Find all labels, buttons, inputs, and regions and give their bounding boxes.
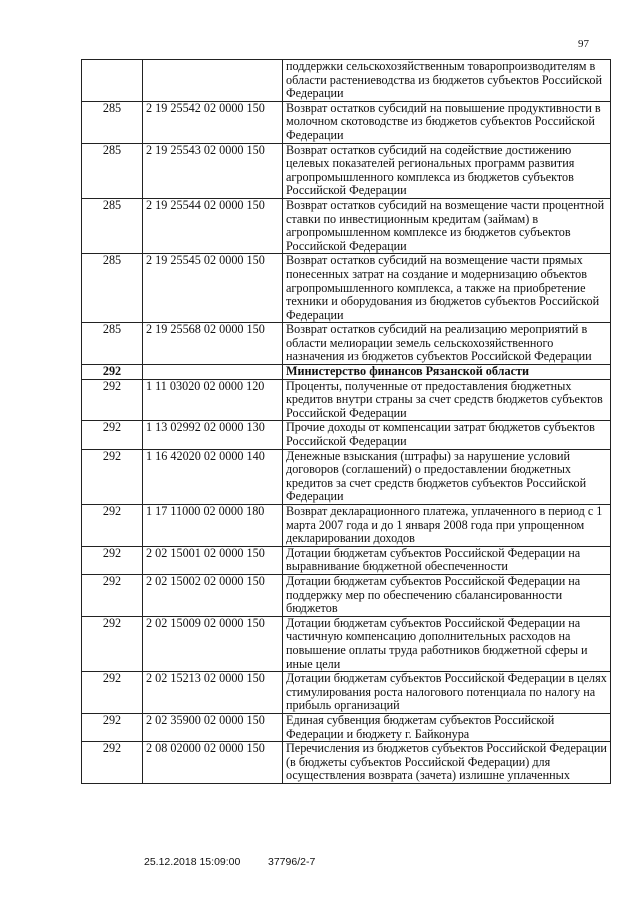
revenue-code-cell: 2 02 15001 02 0000 150 bbox=[143, 546, 283, 574]
footer-doc-id: 37796/2-7 bbox=[268, 856, 316, 868]
table-row bbox=[82, 574, 611, 616]
admin-code-cell: 292 bbox=[82, 616, 143, 671]
admin-code-cell: 292 bbox=[82, 379, 143, 421]
admin-code-cell: 285 bbox=[82, 101, 143, 143]
revenue-code-cell: 2 19 25542 02 0000 150 bbox=[143, 101, 283, 143]
revenue-name-cell: Проценты, полученные от предоставления бюджетных кредитов внутри страны за счет средств бюджетов субъектов Российской Федерации bbox=[283, 379, 611, 421]
table-row bbox=[82, 60, 611, 102]
admin-code-cell: 292 bbox=[82, 574, 143, 616]
table-row bbox=[82, 742, 611, 784]
table-row bbox=[82, 616, 611, 671]
table-row bbox=[82, 449, 611, 504]
revenue-name-cell: Возврат остатков субсидий на содействие достижению целевых показателей региональных программ развития агропромышленного комплекса из бюджетов субъектов Российской Федерации bbox=[283, 143, 611, 198]
revenue-name-cell: Дотации бюджетам субъектов Российской Федерации в целях стимулирования роста налогового потенциала по налогу на прибыль организаций bbox=[283, 672, 611, 714]
admin-code-cell: 285 bbox=[82, 198, 143, 253]
revenue-name-cell: Единая субвенция бюджетам субъектов Российской Федерации и бюджету г. Байконура bbox=[283, 713, 611, 741]
revenue-name-cell: Министерство финансов Рязанской области bbox=[283, 365, 611, 380]
admin-code-cell: 292 bbox=[82, 449, 143, 504]
table-row bbox=[82, 143, 611, 198]
revenue-code-cell: 2 08 02000 02 0000 150 bbox=[143, 742, 283, 784]
table-row bbox=[82, 713, 611, 741]
admin-code-cell: 292 bbox=[82, 421, 143, 449]
revenue-code-cell: 2 02 15213 02 0000 150 bbox=[143, 672, 283, 714]
table-row bbox=[82, 672, 611, 714]
revenue-code-cell: 1 17 11000 02 0000 180 bbox=[143, 505, 283, 547]
table-row bbox=[82, 198, 611, 253]
revenue-code-cell: 2 19 25544 02 0000 150 bbox=[143, 198, 283, 253]
revenue-code-cell: 1 11 03020 02 0000 120 bbox=[143, 379, 283, 421]
table-row bbox=[82, 421, 611, 449]
budget-codes-table bbox=[81, 59, 611, 784]
admin-code-cell: 292 bbox=[82, 672, 143, 714]
revenue-code-cell: 2 02 35900 02 0000 150 bbox=[143, 713, 283, 741]
revenue-code-cell: 2 19 25568 02 0000 150 bbox=[143, 323, 283, 365]
revenue-code-cell bbox=[143, 60, 283, 102]
revenue-name-cell: Возврат остатков субсидий на реализацию мероприятий в области мелиорации земель сельскохозяйственного назначения из бюджетов субъектов Российской Федерации bbox=[283, 323, 611, 365]
admin-code-cell: 292 bbox=[82, 505, 143, 547]
revenue-code-cell: 2 19 25543 02 0000 150 bbox=[143, 143, 283, 198]
admin-code-cell: 292 bbox=[82, 742, 143, 784]
revenue-name-cell: Возврат декларационного платежа, уплаченного в период с 1 марта 2007 года и до 1 января 2008 года при упрощенном декларировании доходов bbox=[283, 505, 611, 547]
revenue-name-cell: Возврат остатков субсидий на возмещение части прямых понесенных затрат на создание и модернизацию объектов агропромышленного комплекса, а также на приобретение техники и оборудования из бюджетов субъектов Российской Федерации bbox=[283, 254, 611, 323]
page-number: 97 bbox=[578, 38, 589, 50]
revenue-code-cell: 1 16 42020 02 0000 140 bbox=[143, 449, 283, 504]
revenue-name-cell: Дотации бюджетам субъектов Российской Федерации на частичную компенсацию дополнительных расходов на повышение оплаты труда работников бюджетной сферы и иные цели bbox=[283, 616, 611, 671]
revenue-name-cell: Возврат остатков субсидий на возмещение части процентной ставки по инвестиционным кредитам (займам) в агропромышленном комплексе из бюджетов субъектов Российской Федерации bbox=[283, 198, 611, 253]
revenue-name-cell: Дотации бюджетам субъектов Российской Федерации на поддержку мер по обеспечению сбалансированности бюджетов bbox=[283, 574, 611, 616]
admin-code-cell: 292 bbox=[82, 713, 143, 741]
revenue-name-cell: Денежные взыскания (штрафы) за нарушение условий договоров (соглашений) о предоставлении бюджетных кредитов за счет средств бюджетов субъектов Российской Федерации bbox=[283, 449, 611, 504]
admin-code-cell: 285 bbox=[82, 254, 143, 323]
table-body bbox=[82, 60, 611, 784]
revenue-code-cell: 2 19 25545 02 0000 150 bbox=[143, 254, 283, 323]
admin-code-cell: 285 bbox=[82, 143, 143, 198]
admin-code-cell bbox=[82, 60, 143, 102]
table-row bbox=[82, 254, 611, 323]
revenue-name-cell: Перечисления из бюджетов субъектов Российской Федерации (в бюджеты субъектов Российской Федерации) для осуществления возврата (зачета) излишне уплаченных bbox=[283, 742, 611, 784]
revenue-name-cell: Дотации бюджетам субъектов Российской Федерации на выравнивание бюджетной обеспеченности bbox=[283, 546, 611, 574]
table-row bbox=[82, 101, 611, 143]
table-row bbox=[82, 505, 611, 547]
revenue-name-cell: поддержки сельскохозяйственным товаропроизводителям в области растениеводства из бюджетов субъектов Российской Федерации bbox=[283, 60, 611, 102]
table-row bbox=[82, 546, 611, 574]
revenue-name-cell: Прочие доходы от компенсации затрат бюджетов субъектов Российской Федерации bbox=[283, 421, 611, 449]
revenue-code-cell bbox=[143, 365, 283, 380]
revenue-name-cell: Возврат остатков субсидий на повышение продуктивности в молочном скотоводстве из бюджетов субъектов Российской Федерации bbox=[283, 101, 611, 143]
table-row bbox=[82, 379, 611, 421]
section-header-row bbox=[82, 365, 611, 380]
footer-timestamp: 25.12.2018 15:09:00 bbox=[144, 856, 241, 868]
revenue-code-cell: 1 13 02992 02 0000 130 bbox=[143, 421, 283, 449]
table-row bbox=[82, 323, 611, 365]
admin-code-cell: 285 bbox=[82, 323, 143, 365]
revenue-code-cell: 2 02 15002 02 0000 150 bbox=[143, 574, 283, 616]
admin-code-cell: 292 bbox=[82, 365, 143, 380]
admin-code-cell: 292 bbox=[82, 546, 143, 574]
revenue-code-cell: 2 02 15009 02 0000 150 bbox=[143, 616, 283, 671]
